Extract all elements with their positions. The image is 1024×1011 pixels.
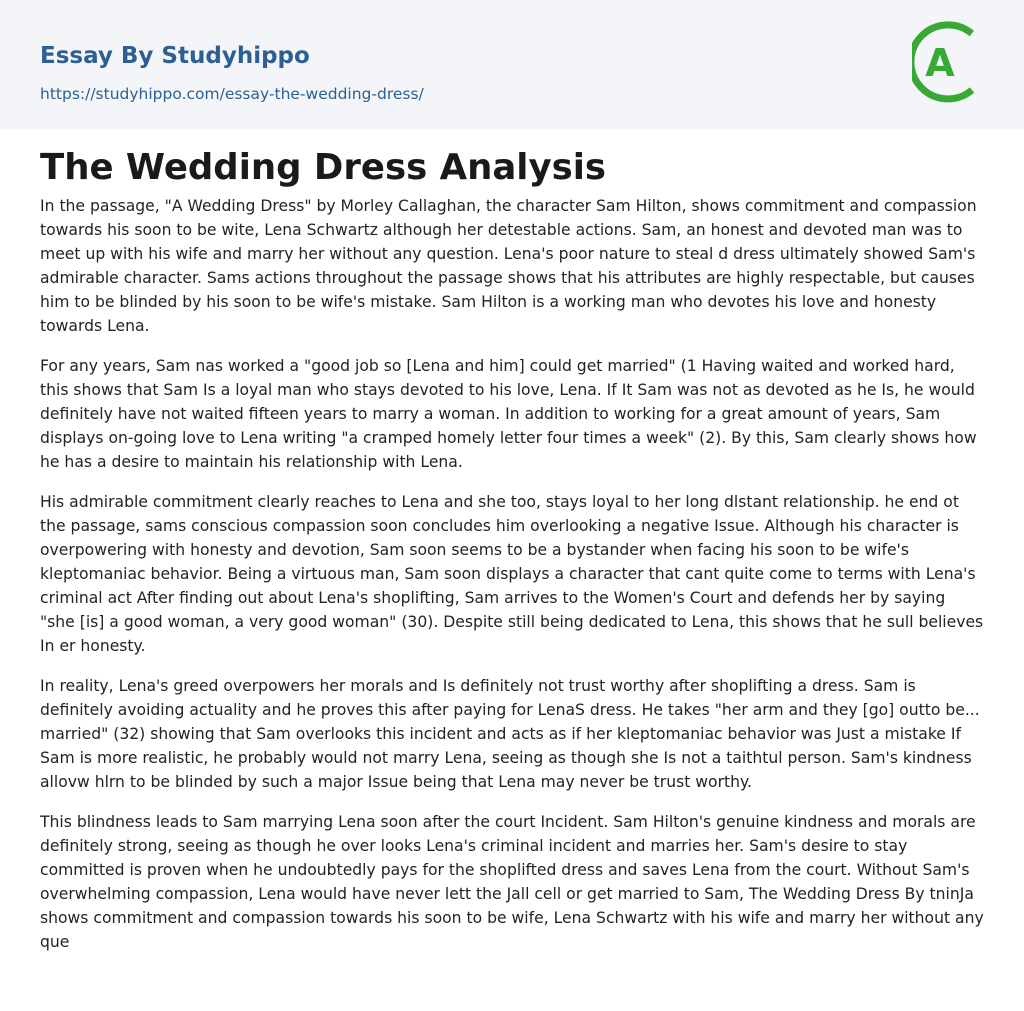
article-paragraph-3: His admirable commitment clearly reaches to Lena and she too, stays loyal to her long dlstant relationship. he end ot the passage, sams conscious compassion soon concludes him overlooking a negative Issue. Although his character is overpowering with honesty and devotion, Sam soon seems to be a bystander when facing his soon to be wife's kleptomaniac behavior. Being a virtuous man, Sam soon displays a character that cant quite come to terms with Lena's criminal act After finding out about Lena's shoplifting, Sam arrives to the Women's Court and defends her by saying "she [is] a good woman, a very good woman" (30). Despite still being dedicated to Lena, this shows that he sull believes In er honesty. [40, 493, 984, 655]
site-title[interactable]: Essay By Studyhippo [40, 43, 310, 69]
logo-letter: A [925, 41, 955, 85]
studyhippo-logo-icon[interactable] [912, 18, 988, 106]
article-title: The Wedding Dress Analysis [40, 147, 607, 188]
source-url-link[interactable]: https://studyhippo.com/essay-the-wedding-dress/ [40, 85, 424, 103]
site-header [0, 0, 1024, 129]
article [0, 129, 1024, 954]
article-paragraph-1: In the passage, "A Wedding Dress" by Morley Callaghan, the character Sam Hilton, shows commitment and compassion towards his soon to be wite, Lena Schwartz although her detestable actions. Sam, an honest and devoted man was to meet up with his wife and marry her without any question. Lena's poor nature to steal d dress ultimately showed Sam's admirable character. Sams actions throughout the passage shows that his attributes are highly respectable, but causes him to be blinded by his soon to be wife's mistake. Sam Hilton is a working man who devotes his love and honesty towards Lena. [40, 197, 977, 335]
article-paragraph-2: For any years, Sam nas worked a "good job so [Lena and him] could get married" (1 Having waited and worked hard, this shows that Sam Is a loyal man who stays devoted to his love, Lena. If It Sam was not as devoted as he Is, he would definitely have not waited fifteen years to marry a woman. In addition to working for a great amount of years, Sam displays on-going love to Lena writing "a cramped homely letter four times a week" (2). By this, Sam clearly shows how he has a desire to maintain his relationship with Lena. [40, 357, 977, 471]
article-paragraph-4: In reality, Lena's greed overpowers her morals and Is definitely not trust worthy after shoplifting a dress. Sam is definitely avoiding actuality and he proves this after paying for LenaS dress. He takes "her arm and they [go] outto be... married" (32) showing that Sam overlooks this incident and acts as if her kleptomaniac behavior was Just a mistake If Sam is more realistic, he probably would not marry Lena, seeing as though she Is not a taithtul person. Sam's kindness allovw hlrn to be blinded by such a major Issue being that Lena may never be trust worthy. [40, 677, 980, 791]
article-paragraph-5: This blindness leads to Sam marrying Lena soon after the court Incident. Sam Hilton's genuine kindness and morals are definitely strong, seeing as though he over looks Lena's criminal incident and marries her. Sam's desire to stay committed is proven when he undoubtedly pays for the shoplifted dress and saves Lena from the court. Without Sam's overwhelming compassion, Lena would have never lett the Jall cell or get married to Sam, The Wedding Dress By tninJa shows commitment and compassion towards his soon to be wife, Lena Schwartz with his wife and marry her without any que [40, 813, 984, 951]
